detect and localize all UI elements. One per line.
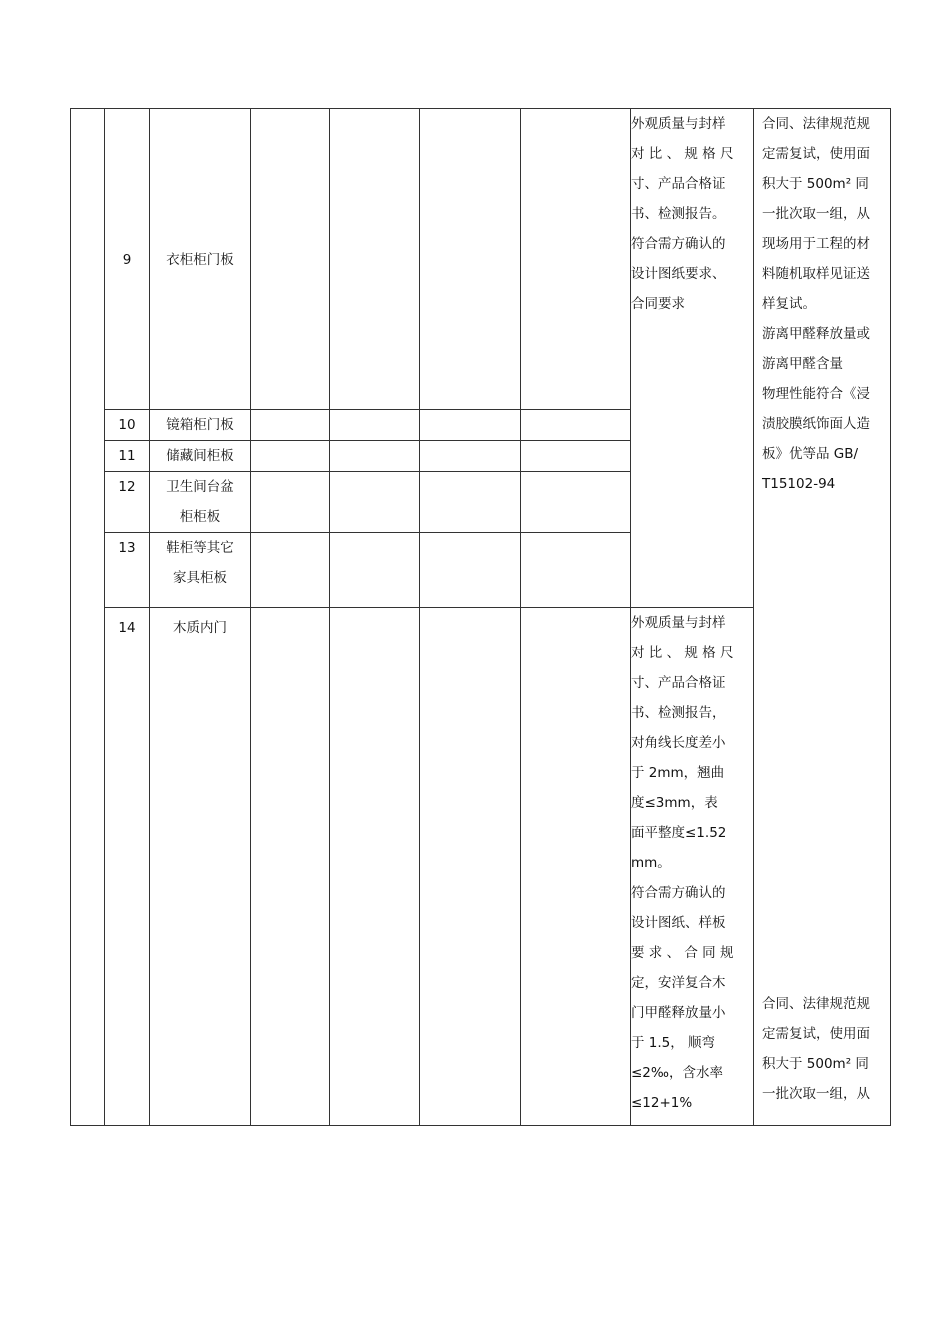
remark-line: 板》优等品 GB/ <box>762 446 859 462</box>
empty-cell <box>420 441 521 472</box>
requirement-line: 对角线长度差小 <box>631 735 726 752</box>
empty-cell <box>521 533 631 608</box>
table-row <box>71 109 891 410</box>
requirement-line: 符合需方确认的 <box>631 885 726 902</box>
requirement-line: 外观质量与封样 <box>631 615 726 632</box>
empty-cell <box>251 109 330 410</box>
remark-line: 积大于 500m² 同 <box>762 176 869 192</box>
remark-cell <box>754 109 891 1126</box>
empty-cell <box>251 533 330 608</box>
remark-line: T15102-94 <box>762 476 836 492</box>
requirement-line: 寸、产品合格证 <box>631 176 726 192</box>
remark-top-block <box>762 109 883 499</box>
empty-cell <box>251 410 330 441</box>
requirement-line: 设计图纸、样板 <box>631 915 726 932</box>
remark-content <box>754 109 890 1125</box>
requirement-line: 合同要求 <box>631 296 685 312</box>
item-name: 镜箱柜门板 <box>150 410 251 441</box>
empty-cell <box>521 441 631 472</box>
remark-line: 合同、法律规范规 <box>762 996 870 1012</box>
requirement-line: 对 比 、 规 格 尺 <box>631 146 734 162</box>
requirement-cell-1 <box>631 109 754 608</box>
remark-line: 现场用于工程的材 <box>762 236 870 252</box>
row-number: 14 <box>105 608 150 1126</box>
remark-line: 渍胶膜纸饰面人造 <box>762 416 870 432</box>
requirement-line: 门甲醛释放量小 <box>631 1005 726 1022</box>
empty-cell <box>521 608 631 1126</box>
item-name-line: 鞋柜等其它 <box>166 540 234 557</box>
empty-cell <box>521 109 631 410</box>
remark-line: 样复试。 <box>762 296 816 312</box>
remark-line: 定需复试，使用面 <box>762 1026 870 1042</box>
empty-cell <box>330 608 420 1126</box>
remark-line: 游离甲醛含量 <box>762 356 843 372</box>
item-name: 储藏间柜板 <box>150 441 251 472</box>
item-name <box>150 472 251 533</box>
remark-line: 合同、法律规范规 <box>762 116 870 132</box>
requirement-line: 于 1.5， 顺弯 <box>631 1035 716 1052</box>
empty-cell <box>420 109 521 410</box>
empty-cell <box>420 472 521 533</box>
empty-cell <box>420 608 521 1126</box>
requirement-line: 书、检测报告， <box>631 705 726 722</box>
requirement-line: 符合需方确认的 <box>631 236 726 252</box>
remark-line: 游离甲醛释放量或 <box>762 326 870 342</box>
requirement-line: ≤2‰，含水率 <box>631 1065 724 1082</box>
requirement-cell-2 <box>631 608 754 1126</box>
requirement-line: 寸、产品合格证 <box>631 675 726 692</box>
requirement-line: mm。 <box>631 855 671 872</box>
row-number: 12 <box>105 472 150 533</box>
requirement-line: 度≤3mm，表 <box>631 795 718 812</box>
empty-cell <box>251 441 330 472</box>
item-name <box>150 533 251 608</box>
row-number: 11 <box>105 441 150 472</box>
requirement-line: 定，安洋复合木 <box>631 975 726 992</box>
row-number: 10 <box>105 410 150 441</box>
requirement-line: 外观质量与封样 <box>631 116 726 132</box>
empty-cell <box>330 410 420 441</box>
inspection-table <box>70 108 891 1126</box>
empty-cell <box>330 109 420 410</box>
empty-cell <box>521 410 631 441</box>
requirement-line: 于 2mm，翘曲 <box>631 765 725 782</box>
item-name-line: 卫生间台盆 <box>166 479 234 496</box>
remark-line: 一批次取一组，从 <box>762 1086 870 1102</box>
empty-cell <box>251 472 330 533</box>
empty-cell <box>330 533 420 608</box>
remark-line: 料随机取样见证送 <box>762 266 870 282</box>
requirement-line: 对 比 、 规 格 尺 <box>631 645 734 662</box>
remark-line: 定需复试，使用面 <box>762 146 870 162</box>
remark-bottom-block <box>762 989 883 1109</box>
empty-cell <box>330 472 420 533</box>
requirement-line: 设计图纸要求、 <box>631 266 726 282</box>
item-name-line: 柜柜板 <box>179 509 221 526</box>
remark-line: 积大于 500m² 同 <box>762 1056 869 1072</box>
item-name: 木质内门 <box>150 608 251 1126</box>
requirement-line: 要 求 、 合 同 规 <box>631 945 734 962</box>
remark-line: 物理性能符合《浸 <box>762 386 870 402</box>
blank-column-cell <box>71 109 105 1126</box>
remark-line: 一批次取一组，从 <box>762 206 870 222</box>
empty-cell <box>251 608 330 1126</box>
empty-cell <box>330 441 420 472</box>
row-number: 9 <box>105 109 150 410</box>
item-name: 衣柜柜门板 <box>150 109 251 410</box>
item-name-line: 家具柜板 <box>173 570 227 587</box>
row-number: 13 <box>105 533 150 608</box>
requirement-line: 书、检测报告。 <box>631 206 726 222</box>
empty-cell <box>420 410 521 441</box>
requirement-line: 面平整度≤1.52 <box>631 825 727 842</box>
empty-cell <box>521 472 631 533</box>
requirement-line: ≤12+1% <box>631 1095 693 1112</box>
empty-cell <box>420 533 521 608</box>
